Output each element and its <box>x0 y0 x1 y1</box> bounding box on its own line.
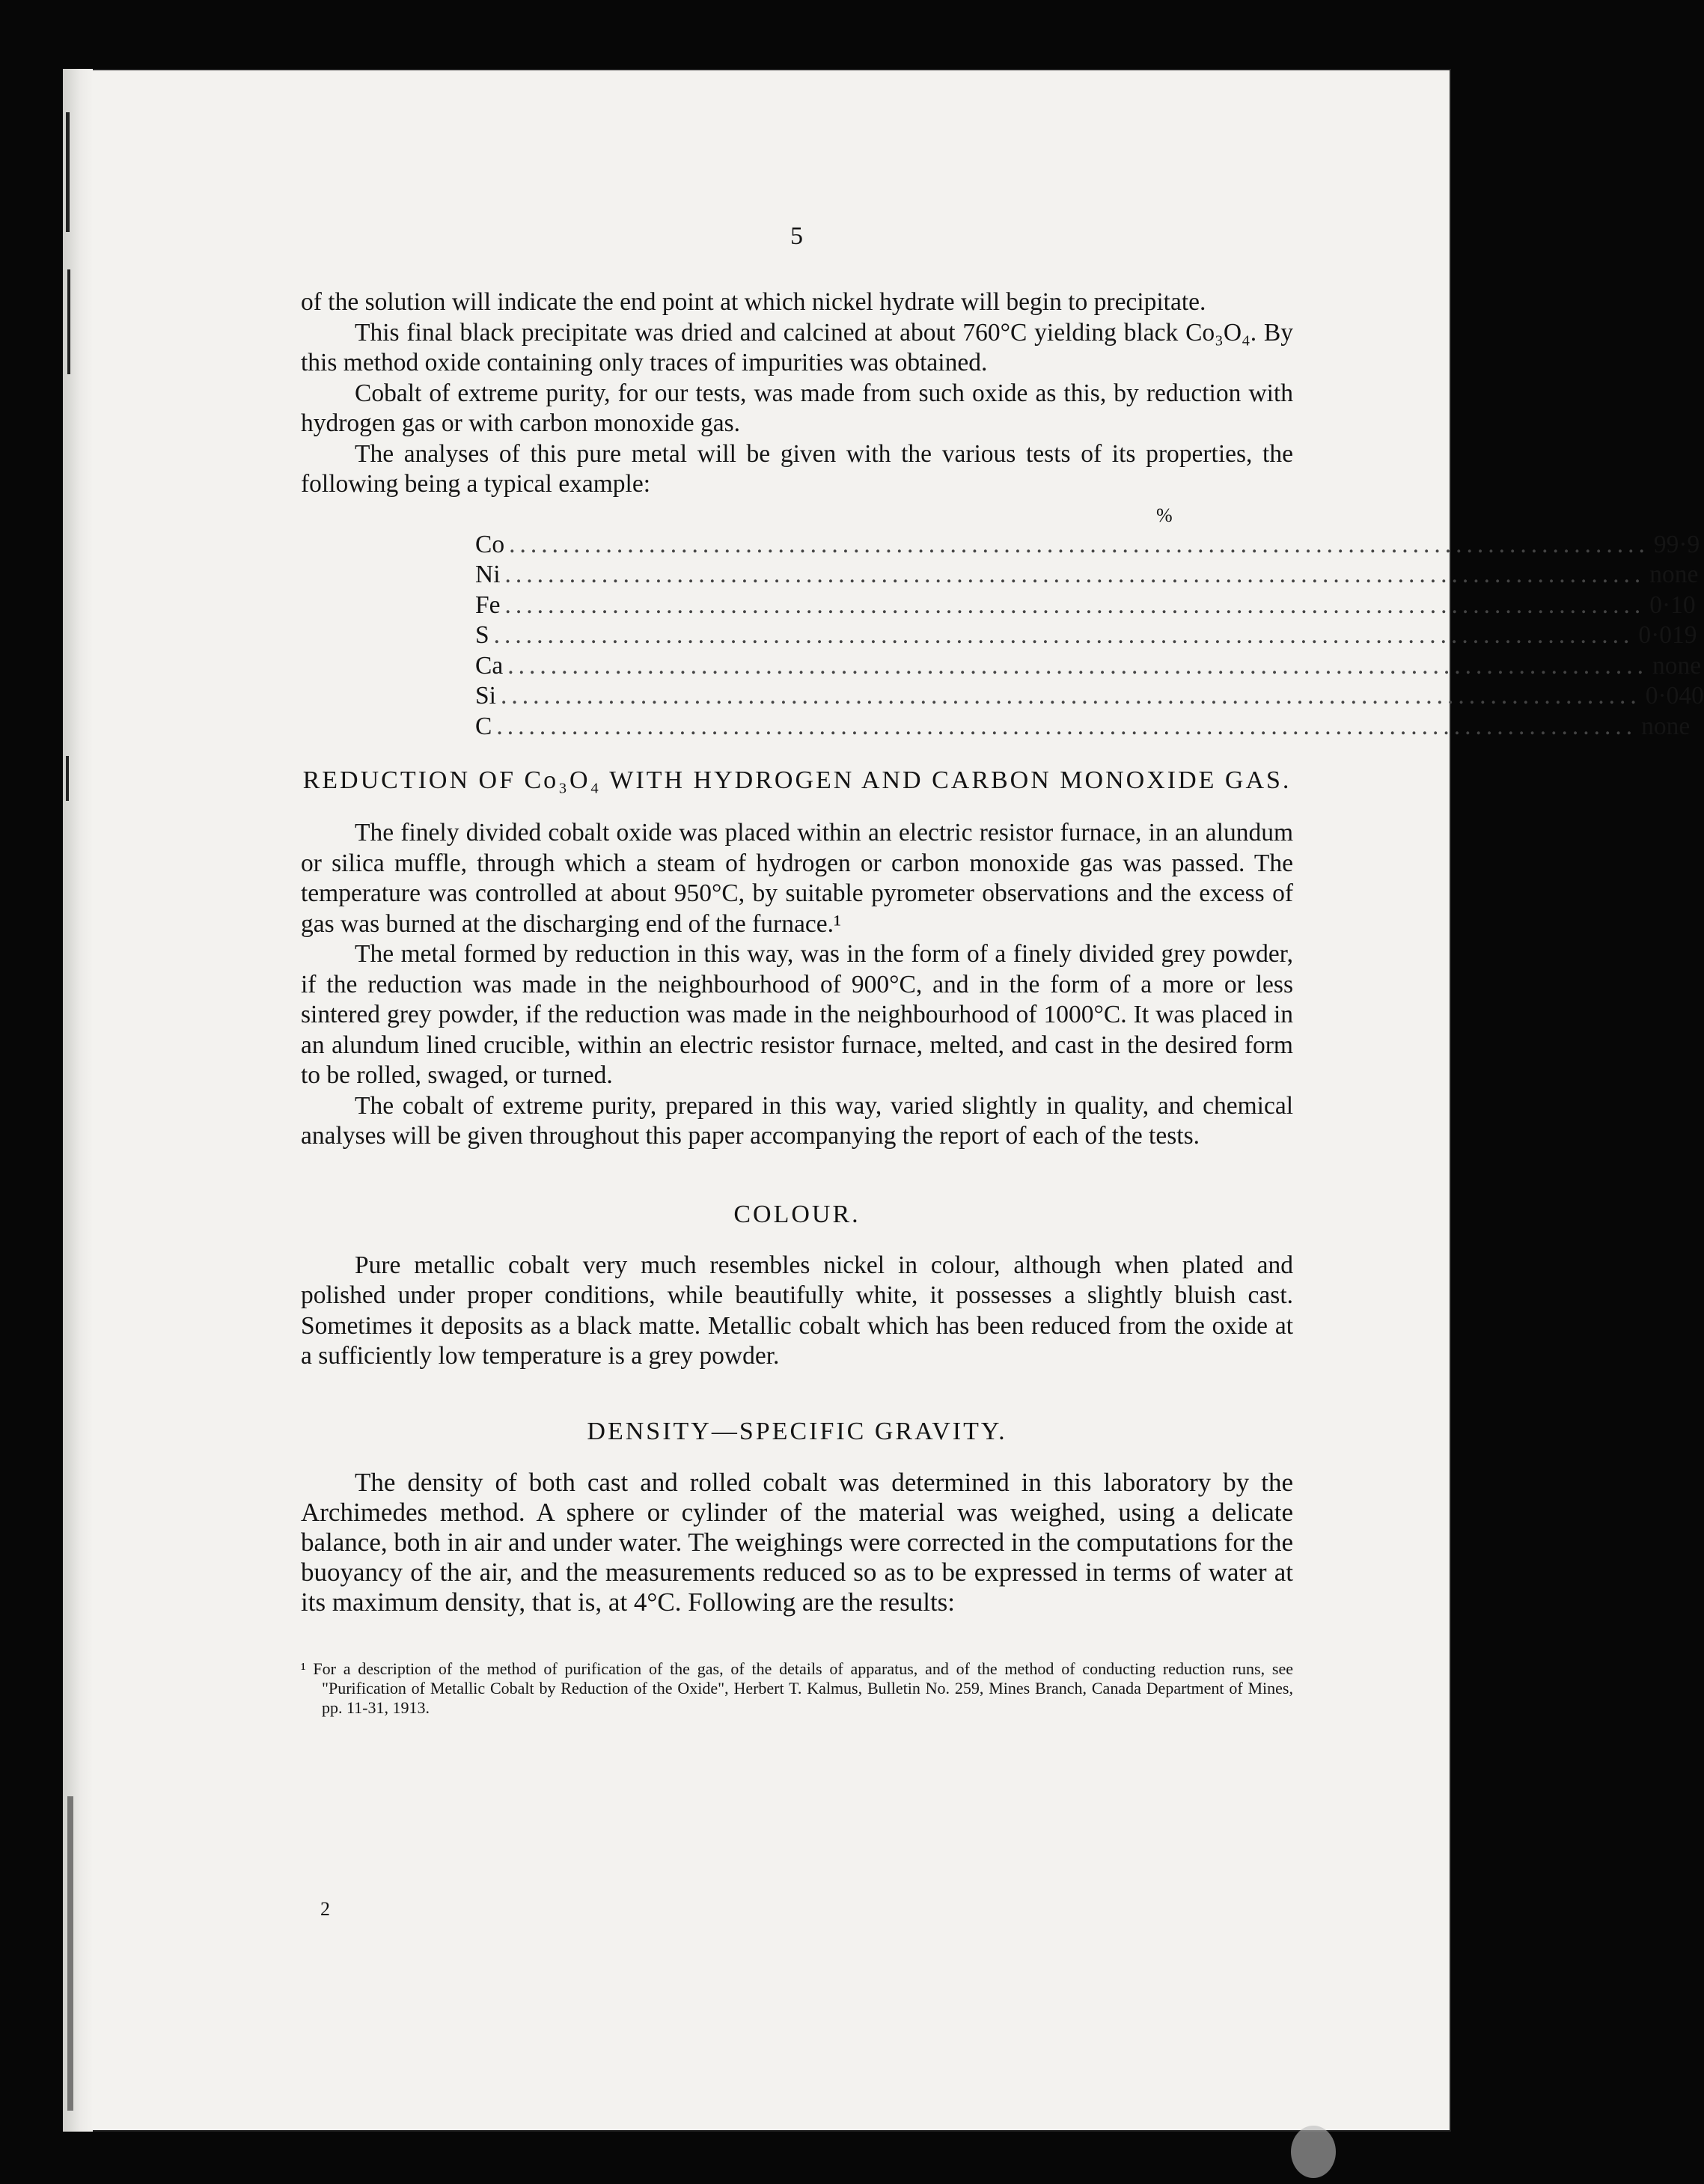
analysis-row <box>475 530 1700 561</box>
leader-dots: .......................................................................................................... <box>500 682 1641 710</box>
leader-dots: .......................................................................................................... <box>509 530 1649 558</box>
leader-dots: .......................................................................................................... <box>496 712 1637 740</box>
analysis-value: 0·10 <box>1649 591 1696 619</box>
footnote: ¹ For a description of the method of purification of the gas, of the details of apparatus, and of the method of conducting reduction runs, see "Purification of Metallic Cobalt by Reduction of the Oxide", Herbert T. Kalmus, Bulletin No. 259, Mines Branch, Canada Department of Mines, pp. 11-31, 1913. <box>301 1659 1293 1717</box>
analysis-element: Ca <box>475 651 504 680</box>
analysis-row <box>475 560 1699 591</box>
analysis-row <box>475 681 1704 712</box>
intro-paragraph-4: The analyses of this pure metal will be given with the various tests of its properties, the following being a typical example: <box>301 439 1293 498</box>
intro-paragraph-1: of the solution will indicate the end point at which nickel hydrate will begin to precipitate. <box>301 288 1206 316</box>
colour-paragraph: Pure metallic cobalt very much resembles nickel in colour, although when plated and polished under proper conditions, while beautifully white, it possesses a slightly bluish cast. Sometimes it deposits as a black matte. Metallic cobalt which has been reduced from the oxide at a sufficiently low temperature is a grey powder. <box>301 1251 1293 1370</box>
analysis-element: Si <box>475 682 496 710</box>
intro-paragraph-3: Cobalt of extreme purity, for our tests, was made from such oxide as this, by reduction with hydrogen gas or with carbon monoxide gas. <box>301 379 1293 437</box>
analysis-value: none <box>1649 561 1699 588</box>
reduction-paragraph-2: The metal formed by reduction in this way, was in the form of a finely divided grey powder, if the reduction was made in the neighbourhood of 900°C, and in the form of a more or less sintered grey powder, if the reduction was made in the neighbourhood of 1000°C. It was placed in an alundum lined crucible, within an electric resistor furnace, melted, and cast in the desired form to be rolled, swaged, or turned. <box>301 940 1293 1089</box>
signature-mark: 2 <box>320 1898 330 1920</box>
corner-stamp <box>1291 2126 1336 2178</box>
page-content <box>301 222 1704 1718</box>
reduction-paragraph-1: The finely divided cobalt oxide was placed within an electric resistor furnace, in an alundum or silica muffle, through which a steam of hydrogen or carbon monoxide gas was passed. The temperature was controlled at about 950°C, by suitable pyrometer observations and the excess of gas was burned at the discharging end of the furnace.¹ <box>301 819 1293 938</box>
reduction-paragraph-3: The cobalt of extreme purity, prepared in this way, varied slightly in quality, and chemical analyses will be given throughout this paper accompanying the report of each of the tests. <box>301 1091 1293 1150</box>
analysis-element: Ni <box>475 561 501 588</box>
analysis-value: none <box>1641 712 1691 740</box>
binding-mark <box>67 269 70 374</box>
section-heading-reduction: REDUCTION OF Co₃O₄ WITH HYDROGEN AND CARBON MONOXIDE GAS. <box>302 766 1292 794</box>
analysis-value: 0·040 <box>1645 682 1704 710</box>
analysis-row <box>475 591 1696 621</box>
section-heading-density: DENSITY—SPECIFIC GRAVITY. <box>587 1417 1007 1445</box>
analysis-unit: % <box>1156 504 1173 526</box>
leader-dots: .......................................................................................................... <box>504 591 1646 619</box>
analysis-table <box>475 503 1704 742</box>
analysis-row <box>475 651 1702 682</box>
analysis-value: 99·9 <box>1653 530 1700 558</box>
analysis-row <box>475 712 1691 742</box>
intro-paragraph-2: This final black precipitate was dried and calcined at about 760°C yielding black Co₃O₄. By this method oxide containing only traces of impurities was obtained. <box>301 318 1293 376</box>
analysis-element: Fe <box>475 591 501 619</box>
binding-mark <box>67 1796 73 2111</box>
analysis-value: none <box>1652 651 1702 680</box>
analysis-element: S <box>475 621 489 649</box>
leader-dots: .......................................................................................................... <box>507 651 1648 680</box>
binding-mark <box>66 756 69 801</box>
binding-mark <box>66 112 70 232</box>
analysis-element: C <box>475 712 492 740</box>
analysis-value: 0·019 <box>1638 621 1697 649</box>
analysis-element: Co <box>475 530 505 558</box>
leader-dots: .......................................................................................................... <box>493 621 1634 649</box>
section-heading-colour: COLOUR. <box>733 1200 861 1228</box>
analysis-row <box>475 620 1697 651</box>
page-number: 5 <box>790 222 804 250</box>
leader-dots: .......................................................................................................... <box>504 561 1646 588</box>
density-paragraph: The density of both cast and rolled cobalt was determined in this laboratory by the Archimedes method. A sphere or cylinder of the material was weighed, using a delicate balance, both in air and under water. The weighings were corrected in the computations for the buoyancy of the air, and the measurements reduced so as to be expressed in terms of water at its maximum density, that is, at 4°C. Following are the results: <box>301 1467 1293 1617</box>
